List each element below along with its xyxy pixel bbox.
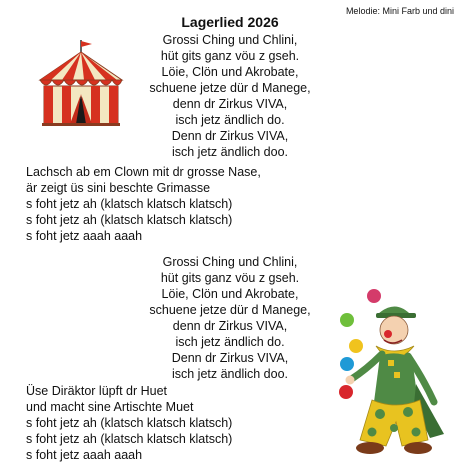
chorus-2: [110, 254, 350, 382]
chorus-1-line: hüt gits ganz vöu z gseh.: [160, 49, 300, 63]
chorus-1-line: schuene jetze dür d Manege,: [149, 81, 311, 95]
verse-2: [26, 383, 232, 463]
chorus-1-line: isch jetz ändlich doo.: [171, 145, 289, 159]
verse-2-line: Üse Diräktor lüpft dr Huet: [26, 384, 168, 398]
juggling-clown-icon: [322, 284, 454, 460]
song-title: Lagerlied 2026: [181, 14, 279, 30]
verse-1: [26, 164, 261, 244]
chorus-2-line: isch jetz ändlich doo.: [171, 367, 289, 381]
chorus-1-line: isch jetz ändlich do.: [175, 113, 285, 127]
verse-2-line: s foht jetz ah (klatsch klatsch klatsch): [26, 416, 233, 430]
chorus-2-line: hüt gits ganz vöu z gseh.: [160, 271, 300, 285]
chorus-2-line: Löie, Clön und Akrobate,: [161, 287, 299, 301]
chorus-2-line: Denn dr Zirkus VIVA,: [171, 351, 289, 365]
chorus-2-line: denn dr Zirkus VIVA,: [172, 319, 288, 333]
verse-1-line: s foht jetz ah (klatsch klatsch klatsch): [26, 197, 233, 211]
chorus-2-line: schuene jetze dür d Manege,: [149, 303, 311, 317]
chorus-1-line: Löie, Clön und Akrobate,: [161, 65, 299, 79]
verse-2-line: s foht jetz ah (klatsch klatsch klatsch): [26, 432, 233, 446]
chorus-1-line: denn dr Zirkus VIVA,: [172, 97, 288, 111]
chorus-1: [110, 32, 350, 160]
verse-1-line: Lachsch ab em Clown mit dr grosse Nase,: [26, 165, 261, 179]
verse-1-line: är zeigt üs sini beschte Grimasse: [26, 181, 211, 195]
verse-1-line: s foht jetz ah (klatsch klatsch klatsch): [26, 213, 233, 227]
chorus-2-line: Grossi Ching und Chlini,: [162, 255, 298, 269]
chorus-1-line: Denn dr Zirkus VIVA,: [171, 129, 289, 143]
chorus-2-line: isch jetz ändlich do.: [175, 335, 285, 349]
verse-1-line: s foht jetz aaah aaah: [26, 229, 143, 243]
chorus-1-line: Grossi Ching und Chlini,: [162, 33, 298, 47]
verse-2-line: und macht sine Artischte Muet: [26, 400, 194, 414]
melody-note: Melodie: Mini Farb und dini: [345, 6, 454, 16]
verse-2-line: s foht jetz aaah aaah: [26, 448, 143, 462]
